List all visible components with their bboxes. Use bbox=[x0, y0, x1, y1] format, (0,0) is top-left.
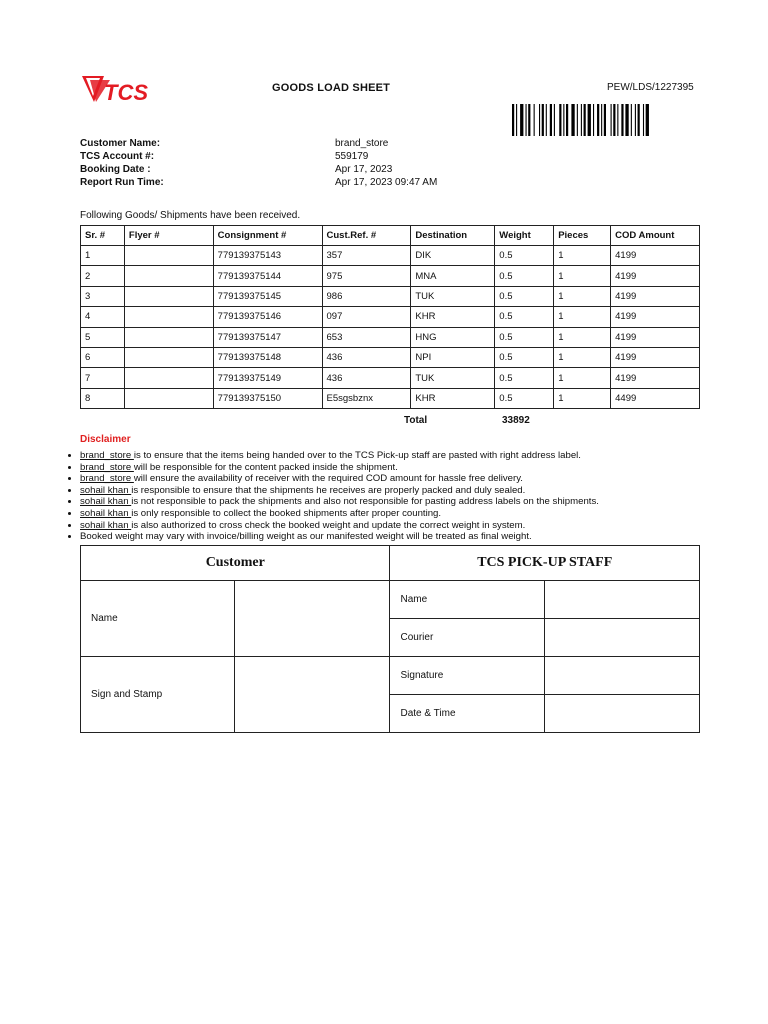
barcode-bar bbox=[554, 104, 555, 136]
barcode-bar bbox=[581, 104, 582, 136]
table-cell: 4 bbox=[81, 307, 125, 327]
table-cell: NPI bbox=[411, 347, 495, 367]
disclaimer-item bbox=[80, 520, 730, 532]
table-cell: MNA bbox=[411, 266, 495, 286]
table-cell: 779139375145 bbox=[213, 286, 322, 306]
table-row bbox=[81, 286, 700, 306]
barcode-bar bbox=[604, 104, 606, 136]
barcode-bar bbox=[635, 104, 636, 136]
barcode-bar bbox=[638, 104, 640, 136]
disclaimer-text: will be responsible for the content packed inside the shipment. bbox=[133, 461, 398, 473]
info-label-booking-date: Booking Date : bbox=[80, 164, 151, 175]
table-cell: 779139375148 bbox=[213, 347, 322, 367]
table-cell bbox=[124, 286, 213, 306]
disclaimer-list bbox=[66, 450, 730, 543]
table-cell bbox=[124, 266, 213, 286]
table-cell bbox=[124, 246, 213, 266]
barcode-bar bbox=[611, 104, 612, 136]
document-title: GOODS LOAD SHEET bbox=[272, 82, 391, 94]
table-cell: 357 bbox=[322, 246, 411, 266]
customer-sign-label: Sign and Stamp bbox=[81, 657, 235, 733]
staff-datetime-field[interactable] bbox=[544, 695, 699, 733]
table-cell: 4199 bbox=[611, 286, 700, 306]
shipments-table bbox=[80, 225, 700, 409]
table-row bbox=[81, 347, 700, 367]
info-value-booking-date: Apr 17, 2023 bbox=[335, 164, 393, 175]
total-value: 33892 bbox=[502, 415, 530, 426]
table-cell: 0.5 bbox=[495, 307, 554, 327]
table-cell: 779139375149 bbox=[213, 368, 322, 388]
barcode-bar bbox=[528, 104, 530, 136]
barcode-bar bbox=[550, 104, 552, 136]
table-row bbox=[81, 246, 700, 266]
customer-name-field[interactable] bbox=[235, 581, 390, 657]
disclaimer-item bbox=[80, 473, 730, 485]
table-row bbox=[81, 307, 700, 327]
barcode-bar bbox=[539, 104, 540, 136]
table-cell: 4499 bbox=[611, 388, 700, 408]
barcode-bar bbox=[520, 104, 523, 136]
table-cell: 4199 bbox=[611, 246, 700, 266]
table-cell: 0.5 bbox=[495, 388, 554, 408]
disclaimer-subject: sohail khan bbox=[80, 496, 132, 508]
column-header: Flyer # bbox=[124, 226, 213, 246]
table-cell: 1 bbox=[554, 368, 611, 388]
table-row bbox=[81, 388, 700, 408]
column-header: Pieces bbox=[554, 226, 611, 246]
barcode-bar bbox=[625, 104, 628, 136]
barcode-bar bbox=[512, 104, 514, 136]
table-cell: 097 bbox=[322, 307, 411, 327]
disclaimer-item bbox=[80, 531, 730, 543]
disclaimer-subject: sohail khan bbox=[80, 519, 132, 531]
table-cell bbox=[124, 307, 213, 327]
table-cell: 986 bbox=[322, 286, 411, 306]
barcode-bar bbox=[566, 104, 568, 136]
customer-sign-field[interactable] bbox=[235, 657, 390, 733]
table-cell: 4199 bbox=[611, 327, 700, 347]
table-cell: 975 bbox=[322, 266, 411, 286]
table-cell: 4199 bbox=[611, 368, 700, 388]
disclaimer-subject: sohail khan bbox=[80, 507, 132, 519]
table-cell: 653 bbox=[322, 327, 411, 347]
received-statement: Following Goods/ Shipments have been received. bbox=[80, 210, 301, 221]
info-value-account: 559179 bbox=[335, 151, 369, 162]
disclaimer-text: is only responsible to collect the booked shipments after proper counting. bbox=[131, 507, 442, 519]
disclaimer-item bbox=[80, 496, 730, 508]
barcode-bar bbox=[588, 104, 591, 136]
table-cell bbox=[124, 368, 213, 388]
svg-text:TCS: TCS bbox=[104, 80, 148, 105]
table-cell: 3 bbox=[81, 286, 125, 306]
table-cell: 1 bbox=[554, 347, 611, 367]
info-label-account: TCS Account #: bbox=[80, 151, 155, 162]
disclaimer-text: is responsible to ensure that the shipments he receives are properly packed and duly sealed. bbox=[131, 484, 526, 496]
disclaimer-text: Booked weight may vary with invoice/billing weight as our manifested weight will be treated as final weight. bbox=[80, 531, 532, 543]
table-cell: 1 bbox=[554, 327, 611, 347]
barcode-bar bbox=[617, 104, 618, 136]
disclaimer-text: is also authorized to cross check the booked weight and update the correct weight in system. bbox=[131, 519, 526, 531]
disclaimer-item bbox=[80, 450, 730, 462]
barcode-bar bbox=[563, 104, 564, 136]
table-cell: 1 bbox=[554, 388, 611, 408]
table-cell: 0.5 bbox=[495, 327, 554, 347]
staff-datetime-label: Date & Time bbox=[390, 695, 544, 733]
table-cell bbox=[124, 327, 213, 347]
disclaimer-subject: brand_store bbox=[80, 473, 134, 485]
column-header: Weight bbox=[495, 226, 554, 246]
barcode-bar bbox=[542, 104, 544, 136]
table-cell: KHR bbox=[411, 388, 495, 408]
table-cell: 8 bbox=[81, 388, 125, 408]
table-cell: 5 bbox=[81, 327, 125, 347]
table-cell: 6 bbox=[81, 347, 125, 367]
info-value-run-time: Apr 17, 2023 09:47 AM bbox=[335, 177, 438, 188]
table-cell: 4199 bbox=[611, 347, 700, 367]
disclaimer-item bbox=[80, 462, 730, 474]
table-cell: 7 bbox=[81, 368, 125, 388]
column-header: Cust.Ref. # bbox=[322, 226, 411, 246]
table-cell: 1 bbox=[554, 246, 611, 266]
table-cell: DIK bbox=[411, 246, 495, 266]
table-cell: 436 bbox=[322, 347, 411, 367]
customer-name-label: Name bbox=[81, 581, 235, 657]
barcode-bar bbox=[646, 104, 649, 136]
column-header: Consignment # bbox=[213, 226, 322, 246]
table-cell: 779139375147 bbox=[213, 327, 322, 347]
table-cell: 779139375146 bbox=[213, 307, 322, 327]
disclaimer-text: is not responsible to pack the shipments and also not responsible for pasting address labels on the shipments. bbox=[131, 496, 599, 508]
barcode-bar bbox=[601, 104, 602, 136]
table-row bbox=[81, 266, 700, 286]
table-cell: 4199 bbox=[611, 307, 700, 327]
customer-heading: Customer bbox=[81, 546, 390, 581]
column-header: COD Amount bbox=[611, 226, 700, 246]
table-cell: 779139375143 bbox=[213, 246, 322, 266]
disclaimer-subject: brand_store bbox=[80, 461, 134, 473]
table-cell: E5sgsbznx bbox=[322, 388, 411, 408]
info-label-customer-name: Customer Name: bbox=[80, 138, 161, 149]
total-label: Total bbox=[404, 415, 428, 426]
table-cell: TUK bbox=[411, 286, 495, 306]
table-header-row bbox=[81, 226, 700, 246]
table-row bbox=[81, 327, 700, 347]
table-cell: 1 bbox=[81, 246, 125, 266]
staff-heading: TCS PICK-UP STAFF bbox=[390, 546, 700, 581]
staff-name-label: Name bbox=[390, 581, 544, 619]
barcode-bar bbox=[577, 104, 578, 136]
staff-courier-field[interactable] bbox=[544, 619, 699, 657]
barcode-bar bbox=[571, 104, 574, 136]
table-cell: 436 bbox=[322, 368, 411, 388]
barcode-bar bbox=[593, 104, 594, 136]
staff-signature-field[interactable] bbox=[544, 657, 699, 695]
barcode-bar bbox=[534, 104, 535, 136]
barcode-bar bbox=[516, 104, 517, 136]
disclaimer-subject: brand_store bbox=[80, 450, 134, 461]
reference-number: PEW/LDS/1227395 bbox=[607, 82, 694, 93]
barcode bbox=[512, 104, 690, 136]
info-value-customer-name: brand_store bbox=[335, 138, 389, 149]
table-cell: 0.5 bbox=[495, 246, 554, 266]
staff-courier-label: Courier bbox=[390, 619, 544, 657]
tcs-logo bbox=[80, 72, 162, 106]
table-cell: TUK bbox=[411, 368, 495, 388]
disclaimer-title: Disclaimer bbox=[80, 434, 131, 445]
column-header: Sr. # bbox=[81, 226, 125, 246]
table-cell: 779139375150 bbox=[213, 388, 322, 408]
disclaimer-text: will ensure the availability of receiver with the required COD amount for hassle free delivery. bbox=[133, 473, 523, 485]
table-cell: 4199 bbox=[611, 266, 700, 286]
table-cell: 0.5 bbox=[495, 286, 554, 306]
column-header: Destination bbox=[411, 226, 495, 246]
table-cell bbox=[124, 347, 213, 367]
table-cell: 0.5 bbox=[495, 368, 554, 388]
disclaimer-item bbox=[80, 508, 730, 520]
table-cell: 1 bbox=[554, 266, 611, 286]
disclaimer-text: is to ensure that the items being handed over to the TCS Pick-up staff are pasted with right address label. bbox=[133, 450, 581, 461]
table-row bbox=[81, 368, 700, 388]
barcode-bar bbox=[526, 104, 527, 136]
table-cell: 2 bbox=[81, 266, 125, 286]
staff-signature-label: Signature bbox=[390, 657, 544, 695]
barcode-bar bbox=[597, 104, 599, 136]
table-cell: 0.5 bbox=[495, 347, 554, 367]
barcode-bar bbox=[546, 104, 547, 136]
table-cell: 779139375144 bbox=[213, 266, 322, 286]
table-cell: KHR bbox=[411, 307, 495, 327]
barcode-bar bbox=[559, 104, 561, 136]
barcode-bar bbox=[631, 104, 632, 136]
info-label-run-time: Report Run Time: bbox=[80, 177, 164, 188]
barcode-bar bbox=[643, 104, 644, 136]
table-cell: 0.5 bbox=[495, 266, 554, 286]
disclaimer-subject: sohail khan bbox=[80, 484, 132, 496]
staff-name-field[interactable] bbox=[544, 581, 699, 619]
barcode-bar bbox=[613, 104, 615, 136]
disclaimer-item bbox=[80, 485, 730, 497]
signoff-table bbox=[80, 545, 700, 733]
barcode-bar bbox=[584, 104, 586, 136]
barcode-bar bbox=[621, 104, 623, 136]
table-cell: 1 bbox=[554, 286, 611, 306]
table-cell: 1 bbox=[554, 307, 611, 327]
table-cell bbox=[124, 388, 213, 408]
table-cell: HNG bbox=[411, 327, 495, 347]
